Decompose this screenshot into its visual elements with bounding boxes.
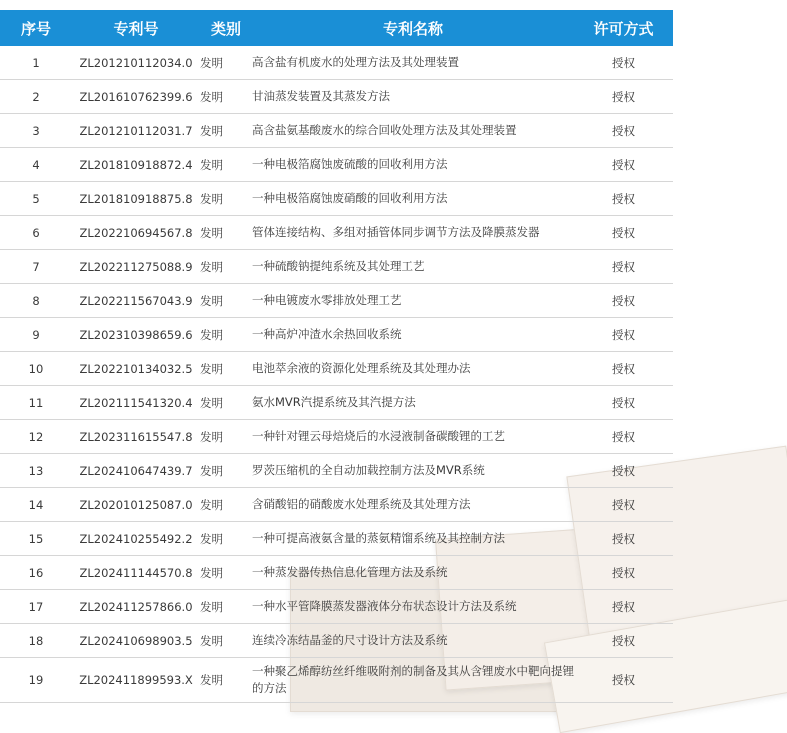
license-method: 授权 [574,182,673,216]
patent-type: 发明 [200,284,252,318]
patent-name: 一种电极箔腐蚀废硫酸的回收利用方法 [252,148,574,182]
patent-number: ZL202211567043.9 [72,284,200,318]
patent-type: 发明 [200,556,252,590]
patent-name: 一种电镀废水零排放处理工艺 [252,284,574,318]
patent-number: ZL201810918872.4 [72,148,200,182]
row-number: 15 [0,522,72,556]
license-method: 授权 [574,114,673,148]
patent-table [0,10,673,703]
patent-type: 发明 [200,454,252,488]
row-number: 2 [0,80,72,114]
patent-number: ZL202210694567.8 [72,216,200,250]
row-number: 18 [0,624,72,658]
license-method: 授权 [574,590,673,624]
patent-number: ZL202411257866.0 [72,590,200,624]
table-row [0,352,673,386]
patent-name: 管体连接结构、多组对插管体同步调节方法及降膜蒸发器 [252,216,574,250]
patent-number: ZL202211275088.9 [72,250,200,284]
patent-number: ZL202411899593.X [72,658,200,703]
table-row [0,284,673,318]
patent-name: 一种针对锂云母焙烧后的水浸液制备碳酸锂的工艺 [252,420,574,454]
row-number: 17 [0,590,72,624]
patent-number: ZL202410255492.2 [72,522,200,556]
license-method: 授权 [574,386,673,420]
table-row [0,556,673,590]
patent-type: 发明 [200,148,252,182]
patent-type: 发明 [200,590,252,624]
patent-name: 含硝酸铝的硝酸废水处理系统及其处理方法 [252,488,574,522]
patent-name: 一种蒸发器传热信息化管理方法及系统 [252,556,574,590]
header-no: 序号 [0,10,72,46]
row-number: 19 [0,658,72,703]
row-number: 1 [0,46,72,80]
license-method: 授权 [574,420,673,454]
row-number: 3 [0,114,72,148]
patent-name: 一种高炉冲渣水余热回收系统 [252,318,574,352]
table-row [0,488,673,522]
header-patent-number: 专利号 [72,10,200,46]
table-row [0,420,673,454]
patent-type: 发明 [200,658,252,703]
license-method: 授权 [574,318,673,352]
row-number: 6 [0,216,72,250]
patent-type: 发明 [200,352,252,386]
row-number: 4 [0,148,72,182]
table-row [0,590,673,624]
patent-type: 发明 [200,250,252,284]
table-row [0,386,673,420]
license-method: 授权 [574,80,673,114]
patent-name: 甘油蒸发装置及其蒸发方法 [252,80,574,114]
patent-name: 高含盐有机废水的处理方法及其处理装置 [252,46,574,80]
patent-name: 电池萃余液的资源化处理系统及其处理办法 [252,352,574,386]
table-row [0,182,673,216]
patent-number: ZL201610762399.6 [72,80,200,114]
license-method: 授权 [574,46,673,80]
license-method: 授权 [574,148,673,182]
patent-number: ZL202410647439.7 [72,454,200,488]
table-row [0,80,673,114]
patent-number: ZL202111541320.4 [72,386,200,420]
patent-type: 发明 [200,80,252,114]
license-method: 授权 [574,658,673,703]
patent-name: 高含盐氨基酸废水的综合回收处理方法及其处理装置 [252,114,574,148]
patent-type: 发明 [200,318,252,352]
patent-number: ZL201210112034.0 [72,46,200,80]
patent-number: ZL202411144570.8 [72,556,200,590]
patent-number: ZL202010125087.0 [72,488,200,522]
license-method: 授权 [574,624,673,658]
patent-name: 一种水平管降膜蒸发器液体分布状态设计方法及系统 [252,590,574,624]
row-number: 11 [0,386,72,420]
table-row [0,454,673,488]
row-number: 9 [0,318,72,352]
patent-number: ZL202310398659.6 [72,318,200,352]
table-row [0,216,673,250]
patent-type: 发明 [200,420,252,454]
table-row [0,522,673,556]
patent-type: 发明 [200,488,252,522]
row-number: 12 [0,420,72,454]
patent-number: ZL202311615547.8 [72,420,200,454]
table-row [0,658,673,703]
table-row [0,148,673,182]
license-method: 授权 [574,352,673,386]
patent-number: ZL202210134032.5 [72,352,200,386]
header-patent-name: 专利名称 [252,10,574,46]
patent-type: 发明 [200,522,252,556]
header-license: 许可方式 [574,10,673,46]
license-method: 授权 [574,454,673,488]
license-method: 授权 [574,284,673,318]
table-row [0,46,673,80]
row-number: 16 [0,556,72,590]
row-number: 14 [0,488,72,522]
table-row [0,318,673,352]
patent-type: 发明 [200,216,252,250]
license-method: 授权 [574,216,673,250]
table-row [0,624,673,658]
row-number: 7 [0,250,72,284]
license-method: 授权 [574,522,673,556]
row-number: 10 [0,352,72,386]
table-row [0,250,673,284]
table-row [0,114,673,148]
patent-name: 氨水MVR汽提系统及其汽提方法 [252,386,574,420]
patent-name: 一种硫酸钠提纯系统及其处理工艺 [252,250,574,284]
patent-name: 连续冷冻结晶釜的尺寸设计方法及系统 [252,624,574,658]
patent-name: 一种可提高液氨含量的蒸氨精馏系统及其控制方法 [252,522,574,556]
header-category: 类别 [200,10,252,46]
patent-name: 一种电极箔腐蚀废硝酸的回收利用方法 [252,182,574,216]
patent-number: ZL201810918875.8 [72,182,200,216]
patent-name: 罗茨压缩机的全自动加载控制方法及MVR系统 [252,454,574,488]
patent-type: 发明 [200,624,252,658]
patent-type: 发明 [200,182,252,216]
row-number: 8 [0,284,72,318]
row-number: 13 [0,454,72,488]
patent-type: 发明 [200,386,252,420]
patent-type: 发明 [200,114,252,148]
patent-number: ZL202410698903.5 [72,624,200,658]
row-number: 5 [0,182,72,216]
patent-number: ZL201210112031.7 [72,114,200,148]
license-method: 授权 [574,250,673,284]
license-method: 授权 [574,488,673,522]
license-method: 授权 [574,556,673,590]
patent-type: 发明 [200,46,252,80]
patent-name: 一种聚乙烯醇纺丝纤维吸附剂的制备及其从含锂废水中靶向提锂的方法 [252,658,574,703]
table-header-row [0,10,673,46]
